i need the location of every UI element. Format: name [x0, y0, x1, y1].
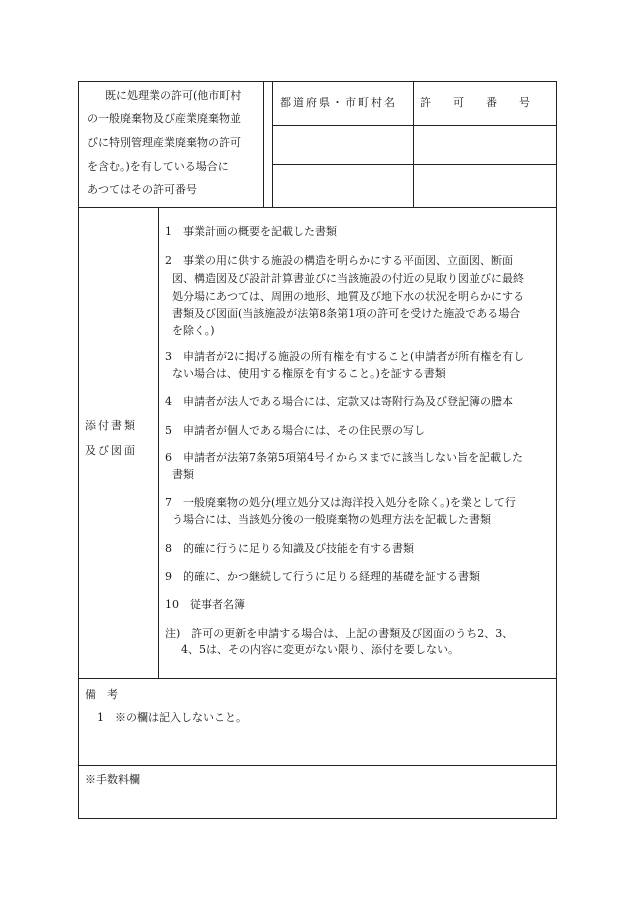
permit-number-header: 許 可 番 号: [420, 96, 530, 109]
permit-label-line: あつてはその許可番号: [87, 183, 197, 196]
application-form-table: [78, 81, 557, 819]
attachments-label: 添付書類: [85, 419, 137, 432]
attachment-item-4: 4 申請者が法人である場合には、定款又は寄附行為及び登記簿の謄本: [165, 395, 513, 408]
attachment-item-2: 2 事業の用に供する施設の構造を明らかにする平面図、立面図、断面: [165, 254, 513, 267]
remarks-title: 備 考: [85, 688, 118, 701]
permit-label-divider: [263, 82, 264, 207]
attachment-note: 注) 許可の更新を申請する場合は、上記の書類及び図面のうち2、3、: [165, 627, 514, 640]
attachment-item-9: 9 的確に、かつ継続して行うに足りる経理的基礎を証する書類: [165, 570, 480, 583]
attachment-item-2-cont: を除く。): [172, 324, 215, 337]
attachment-item-5: 5 申請者が個人である場合には、その住民票の写し: [165, 424, 425, 437]
permit-label-line: 既に処理業の許可(他市町村: [105, 89, 242, 102]
prefecture-cell-2[interactable]: [273, 165, 412, 206]
attachment-item-2-cont: 図、構造図及び設計計算書並びに当該施設の付近の見取り図並びに最終: [172, 272, 524, 285]
permit-section-bottom-divider: [79, 207, 556, 208]
attachment-item-8: 8 的確に行うに足りる知識及び技能を有する書類: [165, 542, 414, 555]
fee-title: ※手数料欄: [85, 773, 140, 786]
attachment-item-2-cont: 書類及び図面(当該施設が法第8条第1項の許可を受けた施設である場合: [172, 307, 521, 320]
attachment-item-10: 10 従事者名簿: [165, 598, 245, 611]
attachment-item-3-cont: ない場合は、使用する権原を有すること。)を証する書類: [172, 367, 446, 380]
attachment-item-1: 1 事業計画の概要を記載した書類: [165, 225, 337, 238]
prefecture-cell-1[interactable]: [273, 126, 412, 163]
attachment-item-6-cont: 書類: [172, 468, 194, 481]
attachment-note-cont: 4、5は、その内容に変更がない限り、添付を要しない。: [181, 643, 459, 656]
attachment-item-7: 7 一般廃棄物の処分(埋立処分又は海洋投入処分を除く。)を業として行: [165, 496, 516, 509]
remarks-item: 1 ※の欄は記入しないこと。: [97, 711, 247, 724]
remarks-bottom-divider: [79, 765, 556, 766]
permit-label-line: の一般廃棄物及び産業廃棄物並: [87, 112, 241, 125]
attachment-item-3: 3 申請者が2に掲げる施設の所有権を有すること(申請者が所有権を有し: [165, 350, 525, 363]
attachments-label-divider: [158, 207, 159, 678]
attachment-item-6: 6 申請者が法第7条第5項第4号イからヌまでに該当しない旨を記載した: [165, 451, 523, 464]
attachment-item-7-cont: う場合には、当該処分後の一般廃棄物の処理方法を記載した書類: [172, 513, 491, 526]
fee-field[interactable]: [80, 788, 555, 816]
permit-label-line: を含む。)を有している場合に: [87, 160, 229, 173]
permit-number-cell-1[interactable]: [414, 126, 556, 163]
attachment-item-2-cont: 処分場にあつては、周囲の地形、地質及び地下水の状況を明らかにする: [172, 290, 524, 303]
prefecture-municipality-header: 都道府県・市町村名: [280, 96, 397, 109]
permit-number-cell-2[interactable]: [414, 165, 556, 206]
attachments-bottom-divider: [79, 678, 556, 679]
permit-label-line: びに特別管理産業廃棄物の許可: [87, 136, 241, 149]
attachments-label: 及び図面: [85, 444, 137, 457]
